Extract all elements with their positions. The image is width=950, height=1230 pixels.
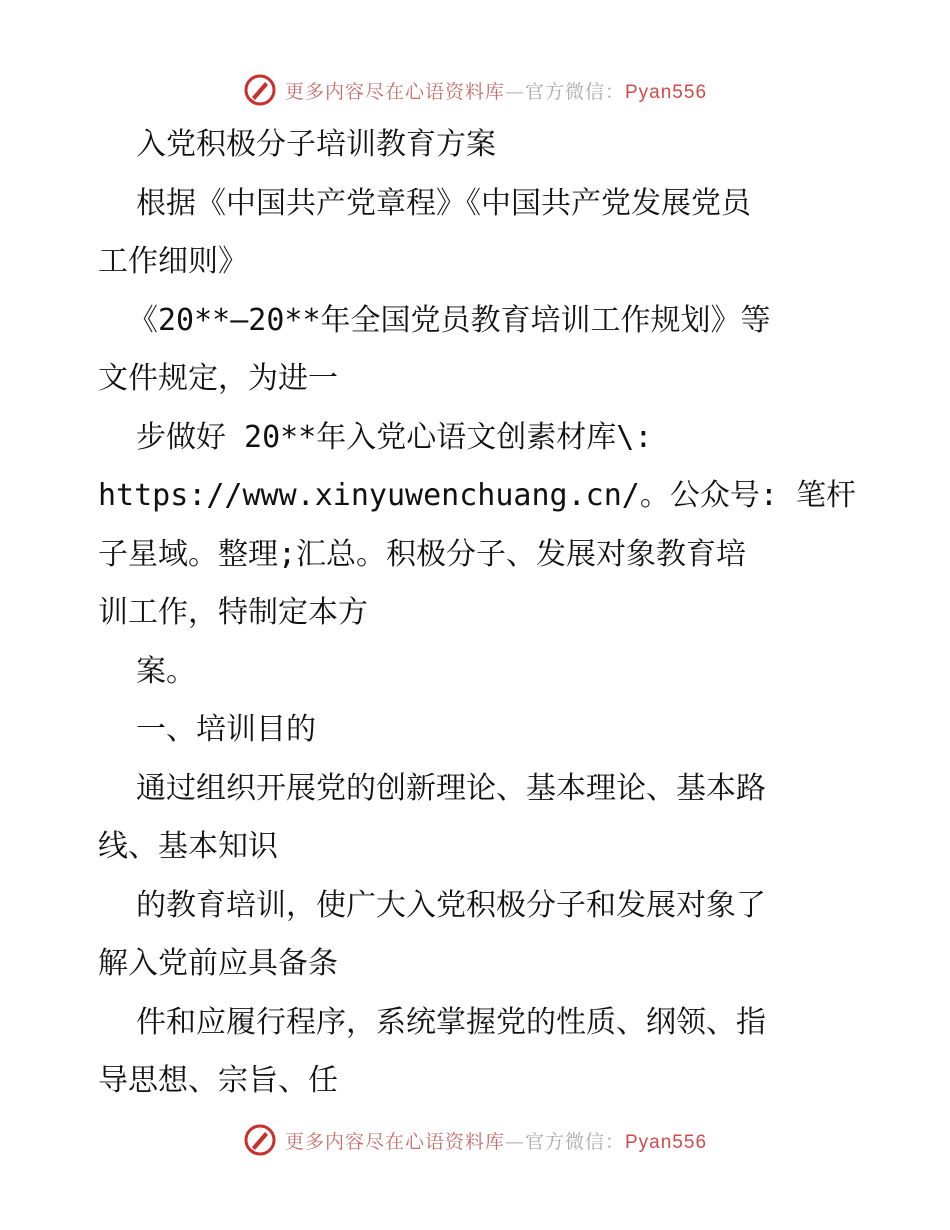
banner-wechat-id: Pyan556 (625, 1131, 708, 1153)
doc-line: https://www.xinyuwenchuang.cn/。公众号: 笔杆 (98, 478, 856, 513)
header-banner (0, 68, 950, 112)
banner-main-text: 更多内容尽在心语资料库 (284, 1130, 505, 1153)
doc-line: 根据《中国共产党章程》《中国共产党发展党员 (136, 185, 751, 221)
banner-dash: — (504, 1130, 525, 1153)
doc-line: 导思想、宗旨、任 (98, 1063, 338, 1098)
quill-pen-logo-icon (243, 73, 277, 107)
doc-line: 工作细则》 (98, 244, 248, 279)
banner-text (285, 1127, 707, 1154)
doc-title: 入党积极分子培训教育方案 (136, 127, 496, 162)
doc-line: 件和应履行程序，系统掌握党的性质、纲领、指 (136, 1004, 766, 1040)
banner-text (285, 77, 707, 104)
doc-line: 解入党前应具备条 (98, 946, 338, 981)
doc-line: 通过组织开展党的创新理论、基本理论、基本路 (136, 770, 766, 806)
doc-line: 案。 (136, 653, 196, 689)
doc-line: 训工作，特制定本方 (98, 595, 368, 630)
footer-banner (0, 1118, 950, 1162)
doc-line: 文件规定，为进一 (98, 361, 338, 396)
doc-line: 线、基本知识 (98, 829, 278, 864)
doc-line: 步做好 20**年入党心语文创素材库\: (136, 419, 653, 455)
section-heading: 一、培训目的 (136, 712, 316, 747)
doc-line: 《20**—20**年全国党员教育培训工作规划》等 (128, 302, 771, 338)
doc-line: 子星域。整理;汇总。积极分子、发展对象教育培 (98, 536, 747, 572)
banner-wechat-label: 官方微信： (524, 1130, 625, 1153)
banner-main-text: 更多内容尽在心语资料库 (284, 80, 505, 103)
document-body (98, 116, 858, 1111)
banner-wechat-label: 官方微信： (524, 80, 625, 103)
banner-wechat-id: Pyan556 (625, 81, 708, 103)
doc-line: 的教育培训，使广大入党积极分子和发展对象了 (136, 887, 766, 923)
quill-pen-logo-icon (243, 1123, 277, 1157)
banner-dash: — (504, 80, 525, 103)
